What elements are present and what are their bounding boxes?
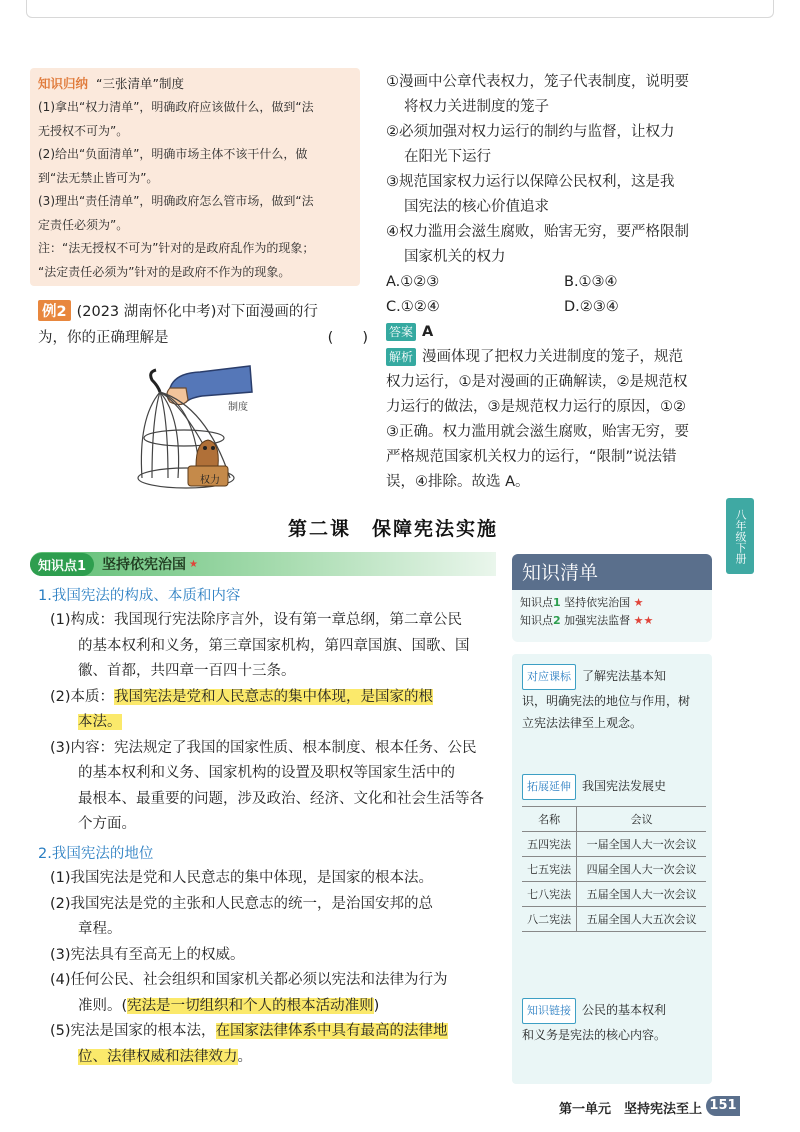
choices-row-1 bbox=[386, 270, 716, 295]
text-span: (2)本质： bbox=[50, 688, 115, 705]
option-line: 国家机关的权力 bbox=[404, 249, 506, 265]
knowledge-list-box bbox=[512, 554, 712, 642]
extension-section bbox=[522, 774, 702, 800]
option-line: 在阳光下运行 bbox=[404, 149, 491, 165]
paragraph-status bbox=[50, 866, 500, 1070]
text-line: (2)我国宪法是党的主张和人民意志的统一，是治国安邦的总 bbox=[50, 895, 434, 912]
table-header-row bbox=[522, 807, 706, 832]
table-row bbox=[522, 882, 706, 907]
table-cell: 七五宪法 bbox=[522, 857, 577, 882]
page-number: 151 bbox=[706, 1096, 740, 1116]
text-line: 的基本权利和义务、国家机构的设置及职权等国家生活中的 bbox=[78, 765, 455, 781]
options-list bbox=[386, 70, 716, 495]
curriculum-standard bbox=[522, 664, 702, 734]
answer-bracket: ( ) bbox=[327, 330, 368, 346]
kp-badge: 知识点1 bbox=[30, 553, 94, 576]
list-item-number: 1 bbox=[553, 596, 561, 609]
list-item bbox=[512, 594, 712, 612]
analysis-text: 权力运行，①是对漫画的正确解读，②是规范权 bbox=[386, 374, 688, 390]
link-text: 和义务是宪法的核心内容。 bbox=[522, 1028, 667, 1042]
unit-title: 第一单元 坚持宪法至上 bbox=[558, 1102, 702, 1117]
table-header: 会议 bbox=[577, 807, 706, 832]
text-span: (5)宪法是国家的根本法， bbox=[50, 1023, 216, 1039]
analysis-text: 漫画体现了把权力关进制度的笼子，规范 bbox=[422, 349, 684, 365]
text-line bbox=[50, 710, 500, 736]
list-item-prefix: 知识点 bbox=[520, 614, 553, 627]
paragraph-composition bbox=[50, 608, 500, 838]
analysis-line bbox=[386, 345, 716, 370]
choice-d: D.②③④ bbox=[564, 299, 619, 315]
summary-line: 注：“法无授权不可为”针对的是政府乱作为的现象； bbox=[38, 241, 315, 255]
star-icon: ★★ bbox=[633, 614, 654, 627]
text-line bbox=[50, 685, 500, 711]
text-line: (1)构成：我国现行宪法除序言外，设有第一章总纲，第二章公民 bbox=[50, 612, 463, 628]
summary-title: “三张清单”制度 bbox=[96, 76, 184, 91]
text-span: ) bbox=[373, 997, 380, 1014]
highlight-text: 我国宪法是党和人民意志的集中体现，是国家的根 bbox=[114, 688, 434, 705]
knowledge-list-title: 知识清单 bbox=[512, 554, 712, 590]
standard-tag: 对应课标 bbox=[522, 664, 576, 690]
answer-line bbox=[386, 320, 716, 345]
table-cell: 四届全国人大一次会议 bbox=[577, 857, 706, 882]
cartoon-illustration bbox=[130, 358, 270, 498]
example-question-line2 bbox=[38, 326, 368, 347]
list-item-text: 坚持依宪治国 bbox=[564, 596, 631, 609]
chapter-title: 第二课 保障宪法实施 bbox=[287, 518, 498, 540]
label-system: 制度 bbox=[228, 402, 248, 413]
analysis-text: ③正确。权力滥用就会滋生腐败，贻害无穷，要 bbox=[386, 424, 689, 440]
standard-text: 识，明确宪法的地位与作用，树 bbox=[522, 694, 691, 708]
kp-title: 坚持依宪治国 bbox=[102, 557, 187, 573]
summary-line: 无授权不可为”。 bbox=[38, 123, 129, 138]
text-line: (4)任何公民、社会组织和国家机关都必须以宪法和法律为行为 bbox=[50, 972, 448, 988]
text-line: 徽、首都，共四章一百四十三条。 bbox=[78, 663, 296, 679]
extend-title: 我国宪法发展史 bbox=[582, 779, 667, 793]
example-question-line1 bbox=[38, 300, 318, 321]
list-item-text: 加强宪法监督 bbox=[564, 614, 631, 627]
text-line: 最根本、最重要的问题，涉及政治、经济、文化和社会生活等各 bbox=[78, 790, 484, 807]
summary-line: (3)理出“责任清单”，明确政府怎么管市场，做到“法 bbox=[38, 194, 314, 208]
choice-a: A.①②③ bbox=[386, 274, 440, 290]
link-tag: 知识链接 bbox=[522, 998, 576, 1024]
hook-icon bbox=[151, 370, 160, 392]
extend-tag: 拓展延伸 bbox=[522, 774, 576, 800]
text-line: 的基本权利和义务，第三章国家机构，第四章国旗、国歌、国 bbox=[78, 637, 470, 654]
table-cell: 五届全国人大五次会议 bbox=[577, 907, 706, 932]
option-line: 国宪法的核心价值追求 bbox=[404, 199, 549, 215]
knowledge-point-bar bbox=[30, 552, 496, 576]
standard-text: 立宪法法律至上观念。 bbox=[522, 716, 643, 730]
knowledge-summary-box bbox=[30, 68, 360, 286]
text-line: 章程。 bbox=[78, 921, 122, 937]
example-text: (2023 湖南怀化中考)对下面漫画的行 bbox=[76, 304, 318, 320]
text-line: (3)宪法具有至高无上的权威。 bbox=[50, 946, 245, 963]
table-cell: 七八宪法 bbox=[522, 882, 577, 907]
choices-row-2 bbox=[386, 295, 716, 320]
section-heading: 2.我国宪法的地位 bbox=[38, 846, 154, 862]
summary-line: “法定责任必须为”针对的是政府不作为的现象。 bbox=[38, 264, 291, 279]
analysis-tag: 解析 bbox=[386, 348, 416, 366]
section-heading: 1.我国宪法的构成、本质和内容 bbox=[38, 588, 241, 604]
text-line bbox=[50, 1045, 500, 1071]
summary-line: (1)拿出“权力清单”，明确政府应该做什么，做到“法 bbox=[38, 100, 314, 114]
text-line bbox=[50, 994, 500, 1020]
summary-line: 定责任必须为”。 bbox=[38, 217, 129, 232]
choice-b: B.①③④ bbox=[564, 274, 618, 290]
table-row bbox=[522, 857, 706, 882]
highlight-text: 宪法是一切组织和个人的根本活动准则 bbox=[127, 997, 374, 1014]
page-footer bbox=[0, 1096, 800, 1118]
table-cell: 八二宪法 bbox=[522, 907, 577, 932]
option-line: ①漫画中公章代表权力，笼子代表制度，说明要 bbox=[386, 74, 689, 90]
highlight-text: 在国家法律体系中具有最高的法律地 bbox=[215, 1023, 448, 1039]
table-header: 名称 bbox=[522, 807, 577, 832]
text-line: (3)内容：宪法规定了我国的国家性质、根本制度、根本任务、公民 bbox=[50, 739, 477, 756]
answer-value: A bbox=[422, 324, 434, 340]
text-span: 准则。( bbox=[78, 997, 128, 1014]
knowledge-link bbox=[522, 998, 702, 1046]
link-text: 公民的基本权利 bbox=[582, 1003, 667, 1017]
table-cell: 五四宪法 bbox=[522, 832, 577, 857]
list-item bbox=[512, 612, 712, 630]
star-icon: ★ bbox=[189, 558, 199, 570]
summary-tag: 知识归纳 bbox=[38, 76, 89, 91]
option-line: ④权力滥用会滋生腐败，贻害无穷，要严格限制 bbox=[386, 224, 689, 240]
standard-text: 了解宪法基本知 bbox=[582, 669, 667, 683]
page-top-edge bbox=[26, 0, 774, 18]
text-line bbox=[50, 1019, 500, 1045]
analysis-text: 严格规范国家机关权力的运行，“限制”说法错 bbox=[386, 449, 677, 465]
constitution-history-table bbox=[522, 806, 706, 932]
table-cell: 五届全国人大一次会议 bbox=[577, 882, 706, 907]
side-notes-panel bbox=[512, 654, 712, 1084]
list-item-prefix: 知识点 bbox=[520, 596, 553, 609]
summary-line: (2)给出“负面清单”，明确市场主体不该干什么，做 bbox=[38, 147, 308, 161]
option-line: 将权力关进制度的笼子 bbox=[404, 99, 549, 115]
example-tag: 例2 bbox=[38, 300, 71, 321]
grade-side-tab: 八年级下册 bbox=[726, 498, 754, 574]
table-row bbox=[522, 907, 706, 932]
option-line: ②必须加强对权力运行的制约与监督，让权力 bbox=[386, 124, 675, 140]
analysis-text: 误，④排除。故选 A。 bbox=[386, 474, 530, 490]
table-cell: 一届全国人大一次会议 bbox=[577, 832, 706, 857]
text-line: 个方面。 bbox=[78, 816, 136, 832]
highlight-text: 本法。 bbox=[78, 714, 122, 730]
list-item-number: 2 bbox=[553, 614, 561, 627]
highlight-text: 位、法律权威和法律效力 bbox=[78, 1048, 238, 1065]
answer-tag: 答案 bbox=[386, 323, 416, 341]
table-row bbox=[522, 832, 706, 857]
label-power: 权力 bbox=[200, 475, 220, 486]
choice-c: C.①②④ bbox=[386, 299, 440, 315]
star-icon: ★ bbox=[633, 596, 644, 609]
option-line: ③规范国家权力运行以保障公民权利，这是我 bbox=[386, 174, 675, 190]
summary-line: 到“法无禁止皆可为”。 bbox=[38, 170, 159, 185]
example-text: 为，你的正确理解是 bbox=[38, 330, 169, 346]
text-span: 。 bbox=[237, 1048, 252, 1065]
text-line: (1)我国宪法是党和人民意志的集中体现，是国家的根本法。 bbox=[50, 870, 434, 886]
analysis-text: 力运行的做法，③是规范权力运行的原因，①② bbox=[386, 399, 686, 415]
